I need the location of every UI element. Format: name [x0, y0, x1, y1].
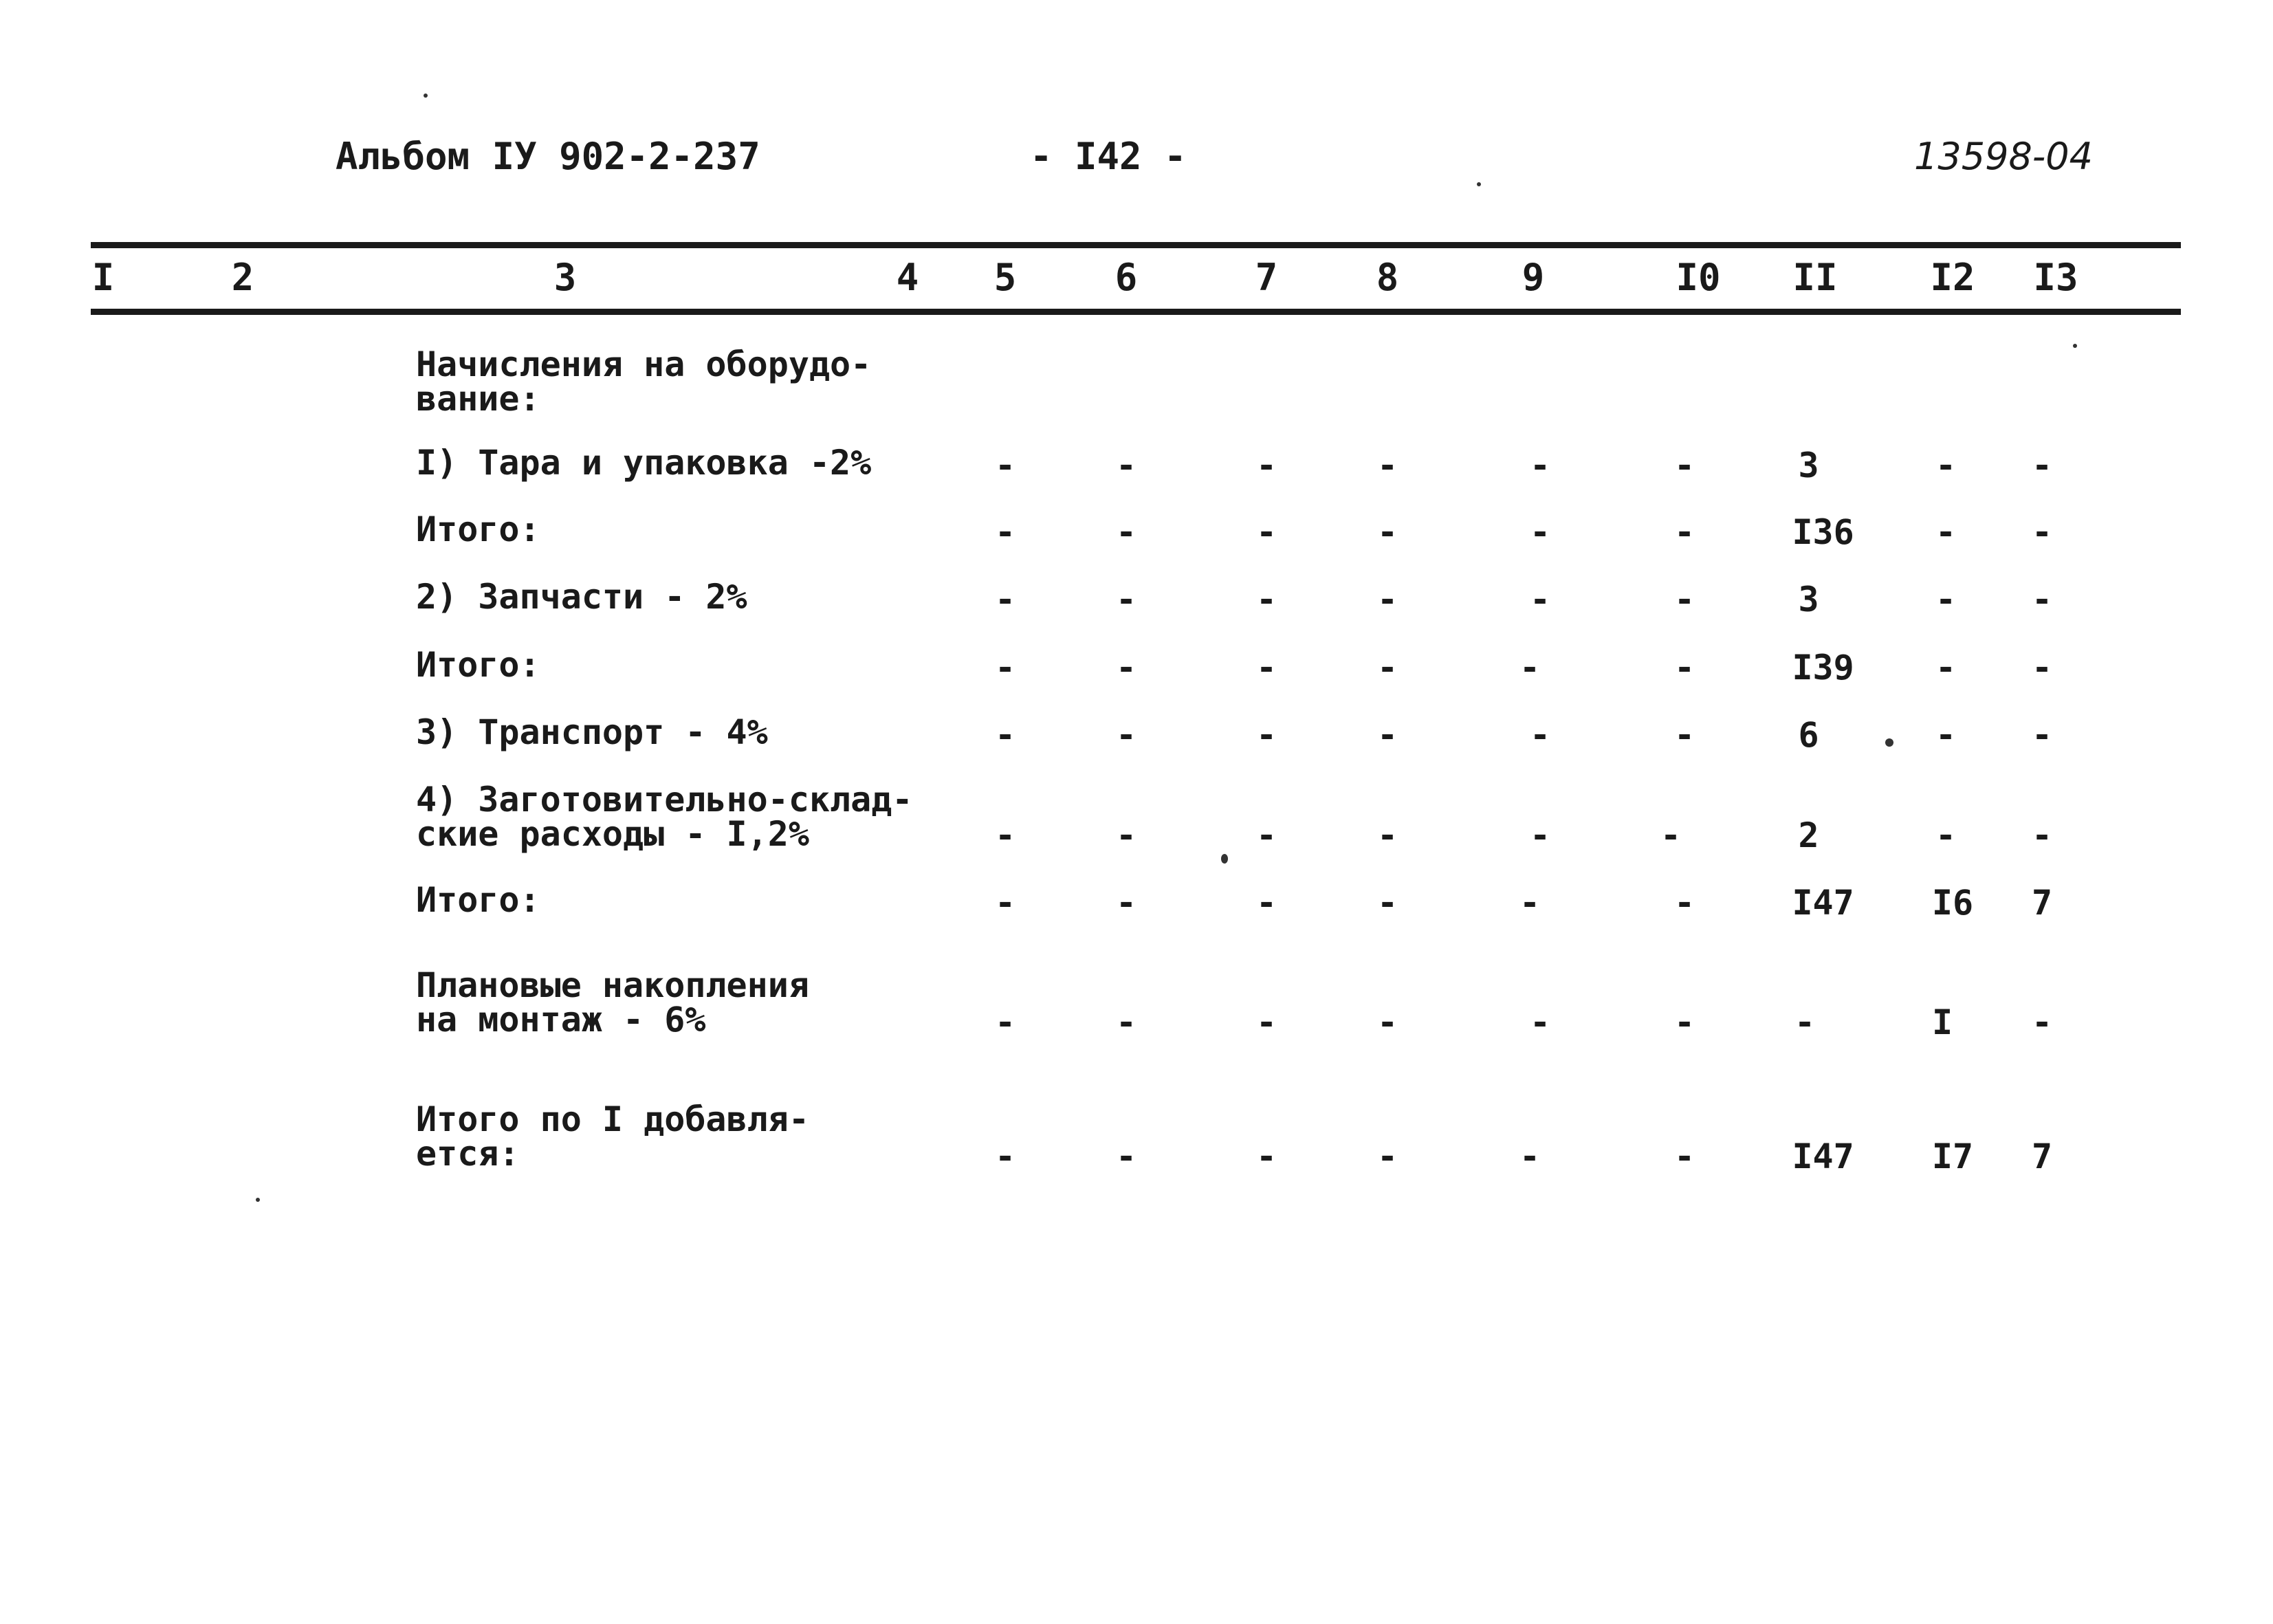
row-label: Начисления на оборудо- вание:: [416, 344, 872, 419]
column-number: I0: [1676, 256, 1721, 299]
table-cell: -: [994, 648, 1016, 688]
table-cell: -: [1255, 580, 1277, 619]
row-label: 2) Запчасти - 2%: [416, 577, 747, 617]
table-cell: -: [1529, 580, 1551, 619]
table-cell: -: [1115, 580, 1137, 619]
table-cell: -: [1376, 580, 1398, 619]
table-cell: 3: [1798, 446, 1819, 485]
table-cell: -: [1115, 1137, 1137, 1176]
row-label: I) Тара и упаковка -2%: [416, 443, 872, 483]
table-cell: -: [1673, 1137, 1695, 1176]
table-cell: -: [1255, 648, 1277, 688]
table-cell: -: [1935, 715, 1957, 755]
table-cell: 7: [2031, 883, 2053, 923]
album-designation: Альбом IУ 902-2-237: [336, 135, 760, 178]
table-cell: I39: [1792, 648, 1854, 688]
table-cell: -: [1115, 883, 1137, 923]
table-cell: -: [1529, 1002, 1551, 1042]
table-cell: -: [1255, 715, 1277, 755]
table-cell: -: [1935, 512, 1957, 552]
table-cell: 7: [2031, 1137, 2053, 1176]
page-number: - I42 -: [1030, 135, 1187, 178]
table-cell: I47: [1792, 1137, 1854, 1176]
table-cell: -: [1673, 446, 1695, 485]
table-cell: -: [1255, 1002, 1277, 1042]
column-number: 6: [1114, 256, 1138, 299]
column-number: 9: [1522, 256, 1545, 299]
table-cell: -: [1673, 648, 1695, 688]
row-label: Итого по I добавля- ется:: [416, 1099, 809, 1174]
column-number: II: [1792, 256, 1838, 299]
scan-speck: [2073, 344, 2077, 348]
row-label: 3) Транспорт - 4%: [416, 712, 768, 752]
table-top-rule: [91, 242, 2181, 248]
table-cell: -: [1115, 1002, 1137, 1042]
table-cell: -: [2031, 715, 2053, 755]
table-cell: -: [1376, 883, 1398, 923]
table-cell: I36: [1792, 512, 1854, 552]
table-cell: -: [994, 1137, 1016, 1176]
table-cell: -: [1376, 1002, 1398, 1042]
table-cell: -: [2031, 815, 2053, 855]
table-cell: -: [1115, 715, 1137, 755]
scan-speck: [1221, 854, 1228, 864]
table-cell: -: [1935, 815, 1957, 855]
table-cell: 6: [1798, 715, 1819, 755]
table-cell: -: [994, 1002, 1016, 1042]
column-number: 3: [553, 256, 577, 299]
table-cell: -: [1376, 815, 1398, 855]
table-cell: -: [1255, 883, 1277, 923]
table-cell: -: [1673, 715, 1695, 755]
table-cell: -: [1115, 446, 1137, 485]
table-cell: 3: [1798, 580, 1819, 619]
table-cell: -: [1376, 648, 1398, 688]
table-cell: -: [1935, 580, 1957, 619]
table-cell: I: [1931, 1002, 1953, 1042]
row-label: Итого:: [416, 509, 540, 549]
table-cell: -: [1115, 815, 1137, 855]
column-number: I3: [2033, 256, 2078, 299]
table-cell: -: [1255, 446, 1277, 485]
table-cell: -: [1376, 1137, 1398, 1176]
column-number: 4: [896, 256, 919, 299]
table-cell: -: [1529, 446, 1551, 485]
table-cell: -: [994, 446, 1016, 485]
table-cell: -: [2031, 648, 2053, 688]
table-cell: -: [994, 580, 1016, 619]
column-number: 7: [1255, 256, 1278, 299]
table-cell: -: [2031, 512, 2053, 552]
column-number: 2: [231, 256, 254, 299]
column-number: I: [91, 256, 115, 299]
table-cell: -: [1935, 446, 1957, 485]
table-cell: -: [1255, 512, 1277, 552]
scan-speck: [256, 1198, 260, 1202]
table-cell: -: [1673, 883, 1695, 923]
row-label: Итого:: [416, 645, 540, 685]
table-cell: -: [994, 512, 1016, 552]
table-cell: -: [1519, 648, 1541, 688]
table-cell: -: [1660, 815, 1682, 855]
table-cell: I47: [1792, 883, 1854, 923]
table-cell: -: [2031, 580, 2053, 619]
table-cell: -: [1529, 815, 1551, 855]
table-cell: -: [1673, 512, 1695, 552]
table-cell: -: [1529, 512, 1551, 552]
table-cell: -: [1255, 1137, 1277, 1176]
table-cell: -: [2031, 1002, 2053, 1042]
table-cell: 2: [1798, 815, 1819, 855]
table-cell: -: [1519, 1137, 1541, 1176]
scan-speck: [1885, 738, 1893, 747]
table-cell: -: [1519, 883, 1541, 923]
row-label: Плановые накопления на монтаж - 6%: [416, 965, 809, 1040]
row-label: Итого:: [416, 880, 540, 920]
table-cell: -: [994, 883, 1016, 923]
table-cell: -: [2031, 446, 2053, 485]
table-cell: -: [1376, 512, 1398, 552]
scan-speck: [424, 94, 428, 98]
table-cell: -: [1673, 1002, 1695, 1042]
table-cell: -: [1794, 1002, 1816, 1042]
column-number: I2: [1930, 256, 1975, 299]
table-cell: -: [994, 815, 1016, 855]
table-cell: -: [1935, 648, 1957, 688]
column-number: 8: [1376, 256, 1399, 299]
table-cell: -: [1115, 512, 1137, 552]
table-cell: I6: [1931, 883, 1974, 923]
document-code: 13598-04: [1914, 135, 2093, 178]
table-cell: -: [994, 715, 1016, 755]
table-cell: -: [1529, 715, 1551, 755]
table-cell: -: [1255, 815, 1277, 855]
table-cell: -: [1115, 648, 1137, 688]
column-number: 5: [993, 256, 1017, 299]
table-cell: -: [1376, 446, 1398, 485]
table-cell: -: [1673, 580, 1695, 619]
table-header-rule: [91, 309, 2181, 315]
table-cell: I7: [1931, 1137, 1974, 1176]
row-label: 4) Заготовительно-склад- ские расходы - I,2%: [416, 780, 913, 854]
table-cell: -: [1376, 715, 1398, 755]
scan-speck: [1477, 182, 1481, 186]
